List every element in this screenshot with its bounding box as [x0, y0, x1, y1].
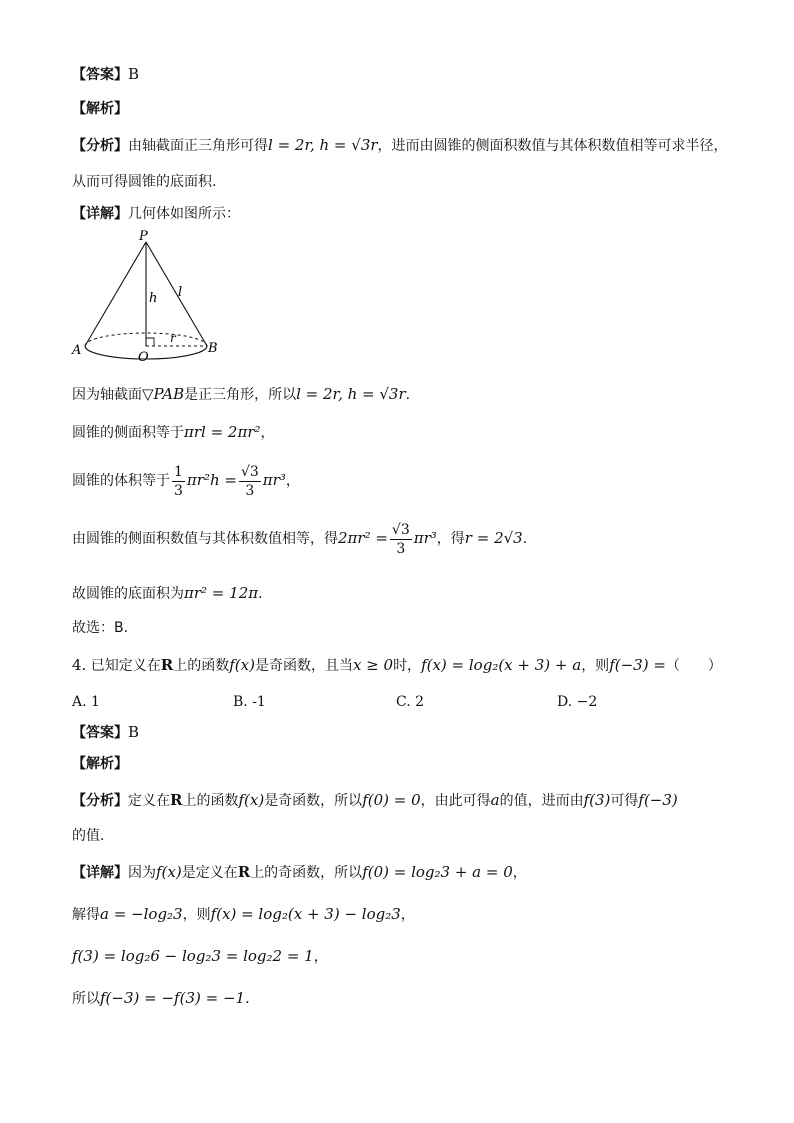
fenxi-line-2: 【分析】定义在R上的函数f(x)是奇函数，所以f(0) = 0，由此可得a的值，进而由f(3)可得f(−3) [72, 791, 678, 809]
detail-2: 解得a = −log₂3，则f(x) = log₂(x + 3) − log₂3， [72, 905, 415, 923]
step-3: 圆锥的体积等于 $\frac{1}{3}$ πr²h = $\frac{√3}{3}$ πr³， [72, 463, 300, 499]
cone-figure [68, 228, 228, 368]
option-d[interactable]: D. −2 [557, 694, 598, 710]
option-a[interactable]: A. 1 [72, 694, 100, 710]
answer-value: B [128, 65, 140, 83]
label-B: B [208, 341, 218, 356]
label-A: A [72, 343, 82, 358]
detail-3: f(3) = log₂6 − log₂3 = log₂2 = 1， [72, 947, 328, 965]
cone-left-edge [85, 242, 146, 346]
answer-line-1 [72, 64, 139, 85]
question-4: 4. 已知定义在R上的函数f(x)是奇函数，且当x ≥ 0时，f(x) = log₂(x + 3) + a，则f(−3) =（ ） [72, 656, 722, 674]
formula: l = 2r, h = √3r [268, 136, 378, 154]
fenxi-line-1: 【分析】由轴截面正三角形可得l = 2r, h = √3r，进而由圆锥的侧面积数值与其体积数值相等可求半径， [72, 136, 728, 154]
label-O: O [138, 350, 149, 365]
analysis-label-2: 【解析】 [72, 756, 128, 772]
step-6: 故选：B. [72, 620, 129, 636]
label-h: h [149, 291, 158, 306]
detail-4: 所以f(−3) = −f(3) = −1. [72, 989, 250, 1007]
step-2: 圆锥的侧面积等于πrl = 2πr²， [72, 423, 275, 441]
xiangjie-line-2: 【详解】因为f(x)是定义在R上的奇函数，所以f(0) = log₂3 + a = 0， [72, 863, 527, 881]
step-1: 因为轴截面▽PAB是正三角形，所以l = 2r, h = √3r. [72, 385, 411, 403]
xiangjie-line-1: 【详解】几何体如图所示： [72, 206, 240, 222]
step-5: 故圆锥的底面积为πr² = 12π. [72, 584, 263, 602]
answer-label: 【答案】 [72, 67, 128, 83]
fenxi-line-2b: 的值. [72, 828, 105, 844]
fraction: $\frac{√3}{3}$ [240, 463, 259, 499]
analysis-label-1: 【解析】 [72, 101, 128, 117]
answer-line-2: 【答案】B [72, 723, 140, 741]
fraction: $\frac{1}{3}$ [174, 463, 183, 499]
label-l: l [178, 285, 183, 300]
fraction: $\frac{√3}{3}$ [391, 521, 410, 557]
fenxi-line-1b: 从而可得圆锥的底面积. [72, 174, 217, 190]
right-angle-mark [146, 338, 154, 346]
label-r: r [170, 331, 176, 345]
option-c[interactable]: C. 2 [396, 694, 425, 710]
step-4: 由圆锥的侧面积数值与其体积数值相等，得2πr² = $\frac{√3}{3}$ πr³，得r = 2√3. [72, 521, 528, 557]
option-b[interactable]: B. -1 [233, 694, 266, 710]
label-P: P [139, 229, 148, 244]
